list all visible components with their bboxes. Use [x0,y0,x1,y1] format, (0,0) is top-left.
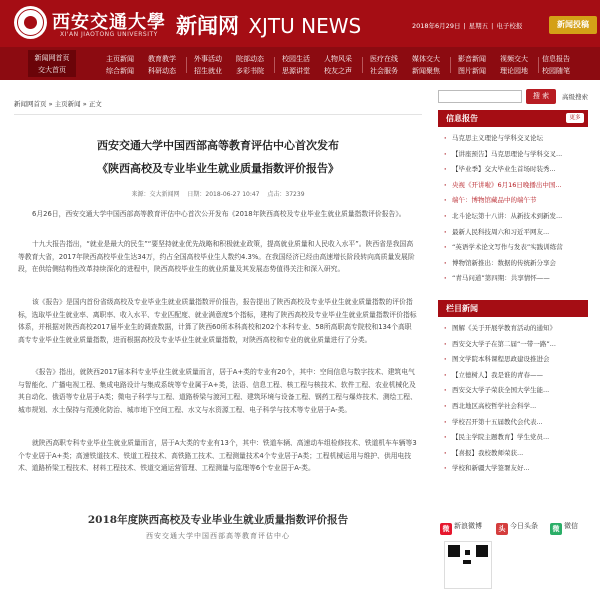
info-report-header [438,110,588,127]
site-title[interactable] [176,10,361,40]
nav-item[interactable]: 影音新闻 [458,55,486,63]
column-news-item[interactable]: · 学校和新疆大学签署友好... [444,461,600,477]
main-nav [0,47,600,80]
nav-item[interactable]: 人物风采 [324,55,352,63]
column-news-item[interactable]: · 西安交大学子荣获全国大学生能... [444,383,600,399]
search-button[interactable]: 搜 索 [526,89,556,104]
article-meta [0,189,436,198]
info-report-item[interactable]: · 北斗论坛第十八讲：从新技术到新发... [444,209,600,225]
nav-item[interactable]: 思源讲堂 [282,67,310,75]
nav-home-group[interactable] [28,50,76,77]
article-paragraph: 十九大报告指出，“就业是最大的民生”“要坚持就业优先战略和积极就业政策，提高就业质量和人民收入水平”。陕西省是我国高等教育大省，2017年陕西高校毕业生达34万，约占全国高校毕业生人数约4.3%。在我国经济已经由高速增长阶段转向高质量发展阶段，在供给侧结构性改革持续深化的进程中，陕西高校毕业生的就业质量及其发展态势值得关注和深入研究。 [18,240,415,274]
share-bar [438,519,588,534]
nav-item[interactable]: 综合新闻 [106,67,134,75]
article-paragraph: 就陕西高职专科专业毕业生就业质量而言，居于A大类的专业有13个，其中：铁道车辆、高速动车组检修技术、铁道机车车辆等3个专业居于A+类；高速铁道技术、铁道工程技术、高铁路工技术、工程测量技术4个专业居于A类；工程机械运用与维护、供用电技术、道路桥梁工程技术、材料工程技术、铁道交通运营管理、工程测量与监理等6个专业居于A-类。 [18,439,417,473]
nav-column [494,53,534,77]
article-title-line1: 西安交通大学中国西部高等教育评估中心首次发布 [97,139,339,152]
epaper-link[interactable]: 电子校报 [496,22,523,30]
breadcrumb-separator: » [48,100,53,108]
nav-item[interactable]: 理论园地 [500,67,528,75]
nav-item[interactable]: 多彩书院 [236,67,264,75]
nav-column [100,53,140,77]
site-header [0,0,600,47]
share-weibo-label: 新浪微博 [454,522,482,530]
article-paragraph: 6月26日，西安交通大学中国西部高等教育评估中心首次公开发布《2018年陕西高校及专业毕业生就业质量指数评价报告》。 [32,210,406,218]
column-news-item[interactable]: · 图解《关于开展学教育活动的通知》 [444,321,600,337]
nav-item[interactable]: 外事活动 [194,55,222,63]
info-report-item[interactable]: · 端午：博物馆藏品中的端午节 [444,193,600,209]
toutiao-icon: 头 [496,523,508,535]
info-report-item[interactable]: · 最新人民科技周六和习近平网友... [444,225,600,241]
nav-item[interactable]: 院部动态 [236,55,264,63]
breadcrumb-current: 正文 [88,100,102,108]
column-news-header [438,300,588,317]
nav-divider [450,57,451,73]
nav-item[interactable]: 校友之声 [324,67,352,75]
university-emblem-icon[interactable] [14,6,47,39]
column-news-item[interactable]: · 【民主学院主题教育】学生党员... [444,430,600,446]
breadcrumb-home[interactable]: 新闻网首页 [14,100,47,108]
info-report-item[interactable]: · 【毕业季】交大毕业生首场时装秀... [444,162,600,178]
nav-item[interactable]: 校园随笔 [542,67,570,75]
submit-news-button[interactable]: 新闻投稿 [549,16,597,34]
share-wechat[interactable] [550,519,578,534]
column-news-list [444,321,600,477]
nav-column [142,53,182,77]
divider [14,114,422,115]
report-heading: 2018年度陕西高校及专业毕业生就业质量指数评价报告 [87,514,349,526]
nav-column [230,53,270,77]
info-report-item[interactable]: · 【讲座预告】马克思理论与学科交叉... [444,147,600,163]
nav-item[interactable]: 科研动态 [148,67,176,75]
share-wechat-label: 微信 [564,522,578,530]
column-news-item[interactable]: · 【喜报】我校教师荣获... [444,446,600,462]
nav-column [364,53,404,77]
site-title-cn: 新闻网 [176,14,239,38]
info-report-item[interactable]: · 马克思主义理论与学科交叉论坛 [444,131,600,147]
article-paragraph: 《报告》指出，就陕西2017届本科专业毕业生就业质量而言，居于A+类的专业有20个，其中：空间信息与数字技术、建筑电气与智能化、广播电视工程、集成电路设计与集成系统等专业属于A+类，法语、信息工程、核工程与核技术、软件工程、农业机械化及其自动化、俄语等专业居于A类；微电子科学与工程、道路桥梁与渡河工程、建筑环境与设备工程、钢药工程与爆炸技术、测绘工程、城市规划、水土保持与荒漠化防治、城市地下空间工程、水文与水资源工程、电子科学与技术等专业居于A-类。 [18,368,417,414]
qr-code [444,541,492,589]
article-title-line2: 《陕西高校及专业毕业生就业质量指数评价报告》 [97,162,339,175]
nav-item[interactable]: 视频交大 [500,55,528,63]
weekday-text: 星期五 [468,22,489,30]
site-title-en: XJTU NEWS [248,14,362,38]
column-news-title[interactable]: 栏目新闻 [446,304,478,313]
share-toutiao[interactable] [496,519,538,534]
column-news-item[interactable]: · 西北地区高校哲学社会科学... [444,399,600,415]
header-date: 2018年6月29日 | 星期五 | 电子校报 [412,22,523,30]
search-input[interactable] [438,90,522,103]
nav-item[interactable]: 招生就业 [194,67,222,75]
weibo-icon: 微 [440,523,452,535]
report-subheading: 西安交通大学中国西部高等教育评估中心 [146,532,290,540]
info-report-item[interactable]: · 博物馆新推出：数据的传统新分享会 [444,256,600,272]
nav-item[interactable]: 新闻聚焦 [412,67,440,75]
article-source: 来源：交大新闻网 [131,191,180,198]
article-views: 点击：37239 [267,191,305,198]
nav-news-home[interactable]: 新闻网首页 [34,54,70,62]
nav-item[interactable]: 主页新闻 [106,55,134,63]
nav-column [536,53,576,77]
info-report-item[interactable]: · 央视《开讲啦》6月16日晚播出中国... [444,178,600,194]
nav-item[interactable]: 图片新闻 [458,67,486,75]
nav-item[interactable]: 教育教学 [148,55,176,63]
wechat-icon: 微 [550,523,562,535]
nav-column [452,53,492,77]
share-toutiao-label: 今日头条 [510,522,538,530]
nav-divider [186,57,187,73]
nav-column [318,53,358,77]
info-report-item[interactable]: · “英语学术论文写作与发表”实践训练营 [444,240,600,256]
info-report-title[interactable]: 信息报告 [446,114,478,123]
nav-column [188,53,228,77]
breadcrumb-section[interactable]: 主页新闻 [54,100,81,108]
nav-item[interactable]: 信息报告 [542,55,570,63]
nav-divider [362,57,363,73]
breadcrumb-separator: » [82,100,87,108]
breadcrumb [14,99,102,108]
nav-column [276,53,316,77]
info-report-list [444,131,600,287]
date-text: 2018年6月29日 [412,22,461,30]
nav-xjtu-home[interactable]: 交大首页 [38,66,66,74]
article-date: 日期：2018-06-27 10:47 [187,191,260,198]
column-news-item[interactable]: · 学校召开第十五届教代会代表... [444,415,600,431]
advanced-search-link[interactable]: 高级搜索 [562,93,588,101]
column-news-item[interactable]: · 西安交大学子在第二届“一带一路”... [444,337,600,353]
column-news-item[interactable]: · 【立德树人】我是谁的青春—— [444,368,600,384]
nav-item[interactable]: 医疗在线 [370,55,398,63]
info-report-item[interactable]: · “青马问道”第四期：共享情怀—— [444,271,600,287]
nav-divider [274,57,275,73]
nav-item[interactable]: 校园生活 [282,55,310,63]
share-weibo[interactable] [440,519,482,534]
nav-column [406,53,446,77]
nav-item[interactable]: 社会服务 [370,67,398,75]
nav-item[interactable]: 媒体交大 [412,55,440,63]
column-news-item[interactable]: · 图文学院本科课程思政建设推进会 [444,352,600,368]
more-button[interactable]: 更多 [566,113,584,123]
university-name-cn[interactable]: 西安交通大學 [52,12,166,33]
article-paragraph: 该《报告》是国内首份省级高校及专业毕业生就业质量指数评价报告，报告提出了陕西高校及专业毕业生就业质量指数的评价指标，选取毕业生就业率、离职率、收入水平、专业匹配度、就业满意度5个指标，建构了陕西高校及专业毕业生就业质量指数评价指标体系，并根据对陕西高校2017届毕业生的调查数据，计算了陕西60所本科高校和202个本科专业、58所高职高专院校和134个高职高专专业毕业生就业质量指数，进而根据高校及专业毕业生就业质量指数，对陕西高校和专业的就业质量进行了分类。 [18,298,417,344]
university-name-en: XI'AN JIAOTONG UNIVERSITY [60,31,158,38]
